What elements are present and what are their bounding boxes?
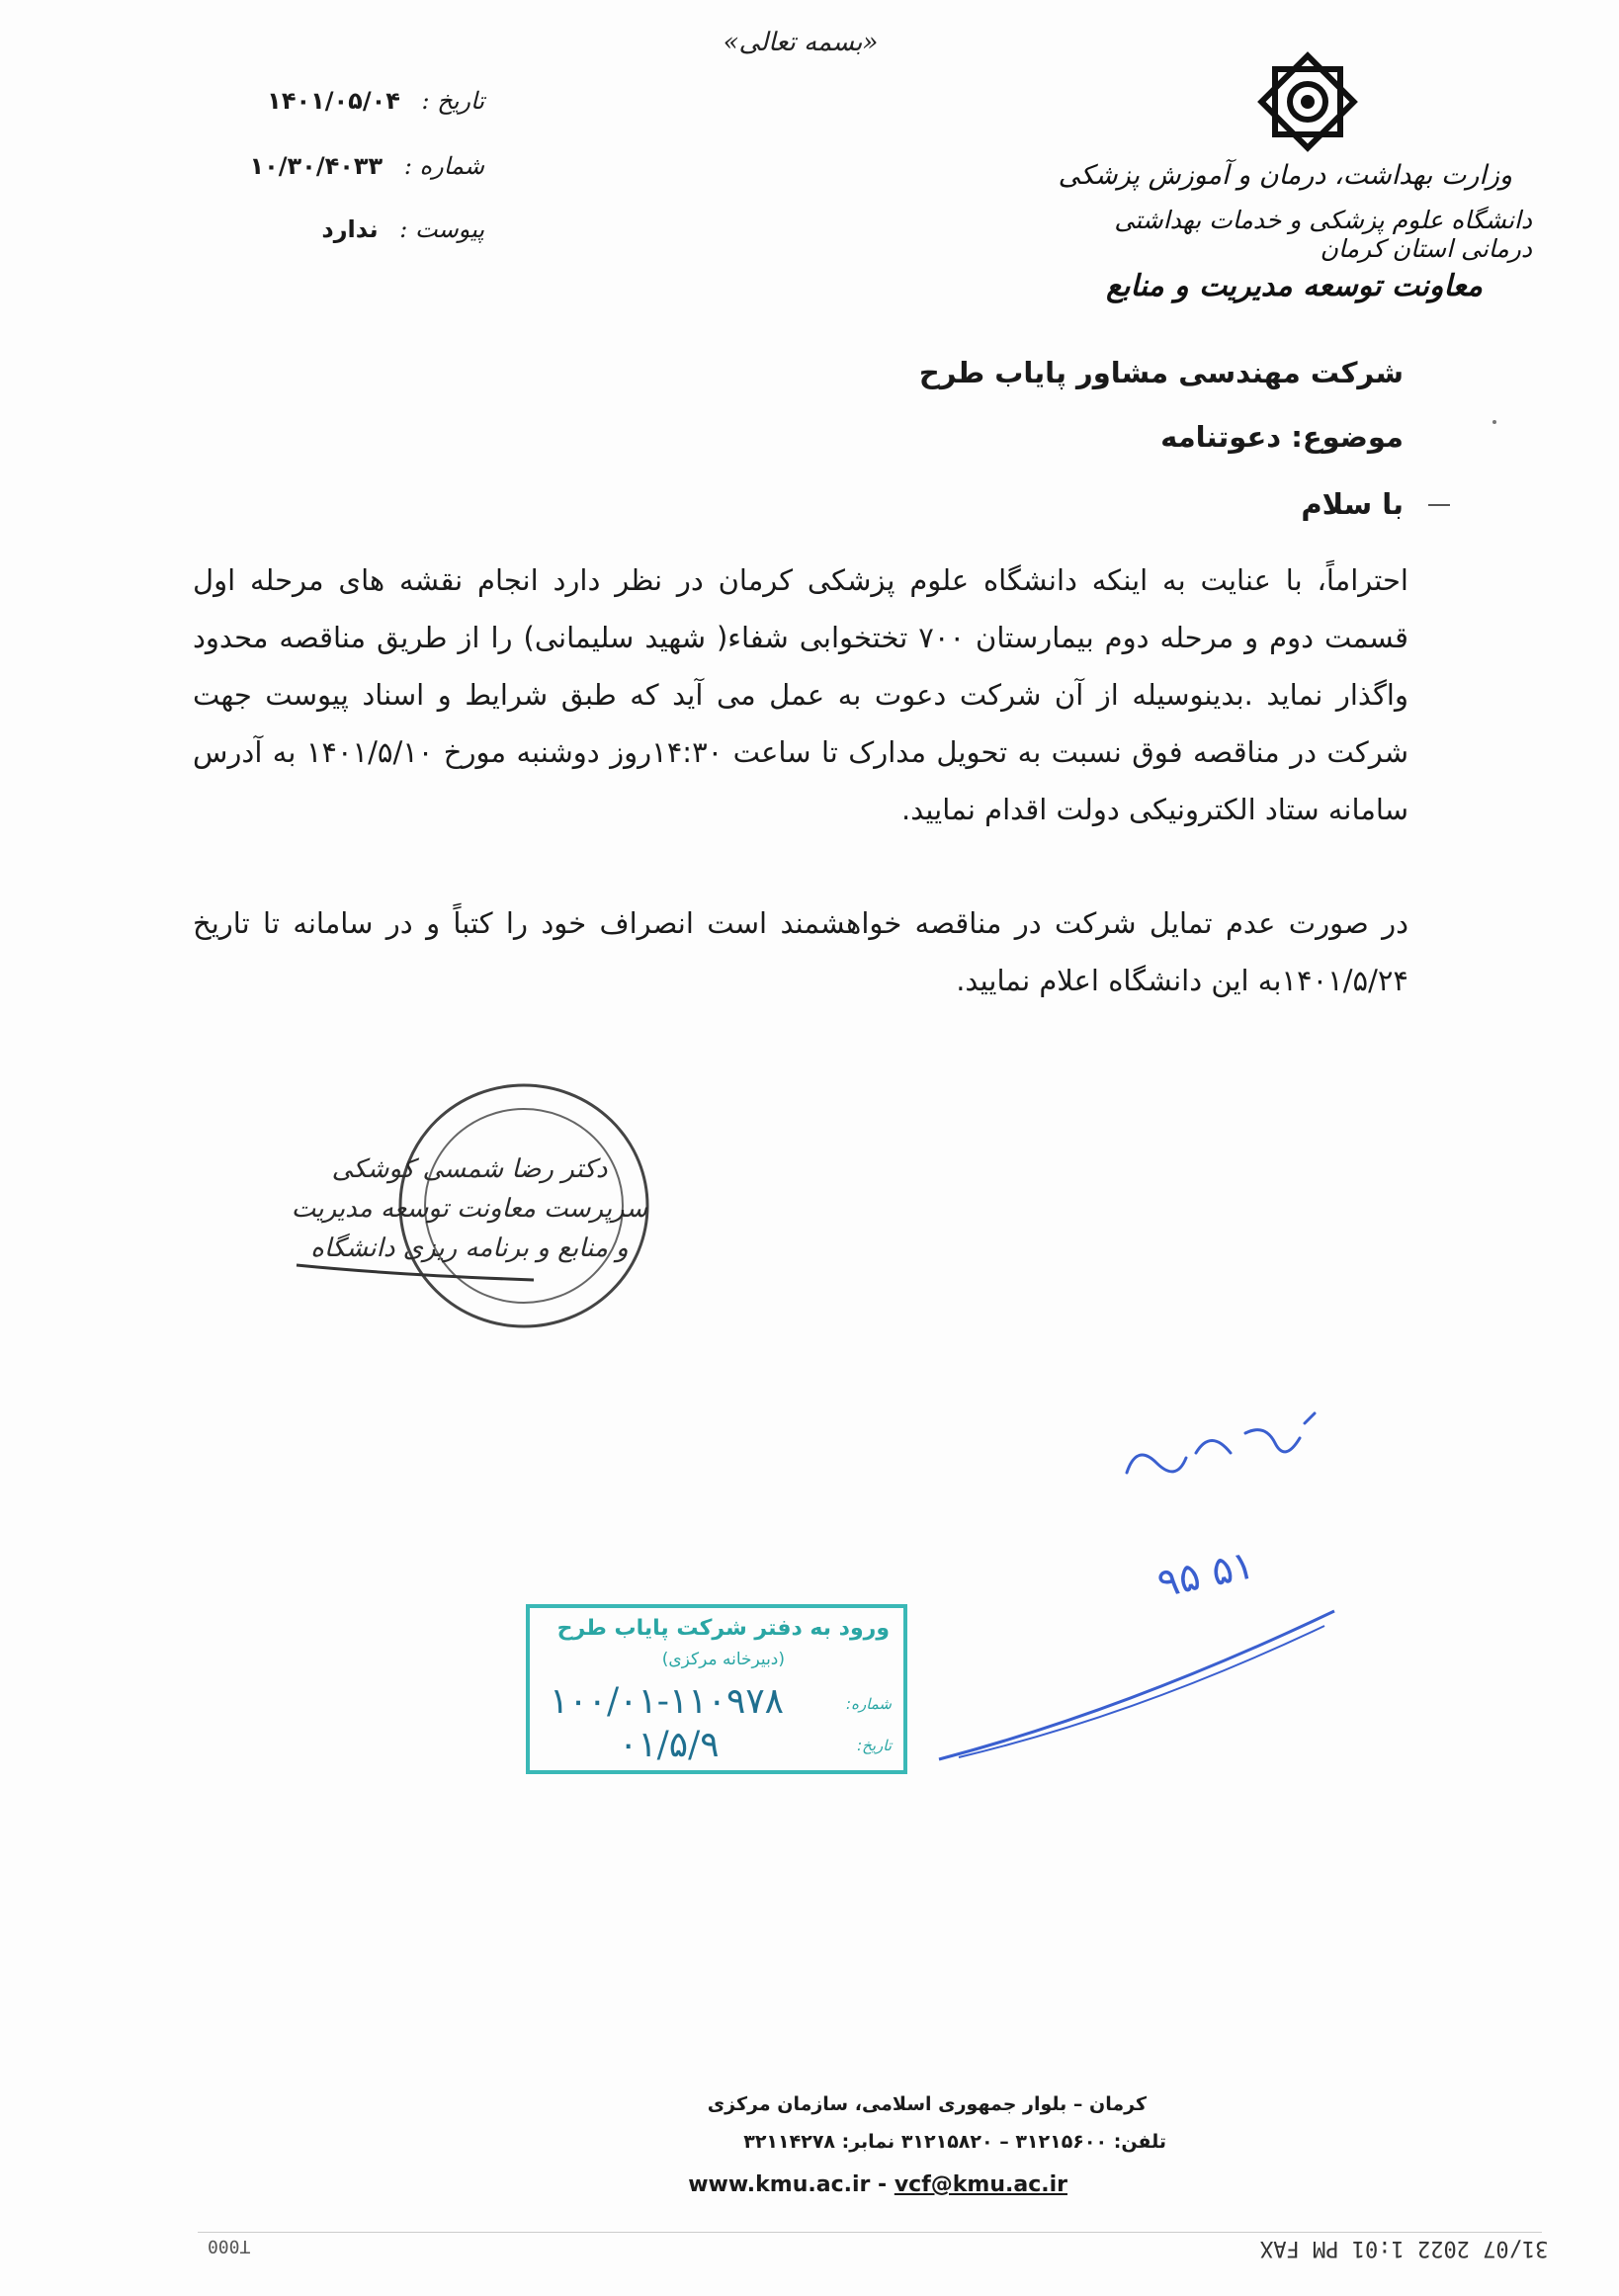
number-label: شماره :	[403, 152, 484, 180]
fax-header: 31/07 2022 1:01 PM FAX	[1260, 2236, 1549, 2260]
number-value: ۱۰/۳۰/۴۰۳۳	[249, 152, 383, 180]
footer-phone: تلفن: ۳۱۲۱۵۶۰۰ – ۳۱۲۱۵۸۲۰ نمابر: ۳۲۱۱۴۲۷۸	[743, 2131, 1166, 2153]
university-name: دانشگاه علوم پزشکی و خدمات بهداشتی درمانی استان کرمان	[1114, 206, 1532, 263]
stamp-title: ورود به دفتر شرکت پایاب طرح	[556, 1616, 890, 1641]
fax-divider	[198, 2232, 1542, 2233]
signature-line-3: و منابع و برنامه ریزی دانشگاه	[310, 1233, 629, 1263]
fax-page-marker: T000	[208, 2236, 251, 2256]
footer-email-link[interactable]: vcf@kmu.ac.ir	[894, 2172, 1067, 2197]
date-value: ۱۴۰۱/۰۵/۰۴	[267, 87, 400, 115]
ministry-logo-icon	[1253, 47, 1362, 156]
subject: موضوع: دعوتنامه	[1160, 420, 1404, 454]
footer-web	[593, 2172, 1067, 2197]
receipt-stamp	[526, 1604, 907, 1774]
date-label: تاریخ :	[421, 87, 484, 115]
stamp-subtitle: (دبیرخانه مرکزی)	[661, 1650, 785, 1669]
stamp-number-label: شماره:	[846, 1695, 892, 1713]
signature-line-1: دکتر رضا شمسی کوشکی	[331, 1154, 608, 1184]
footer-separator: -	[870, 2172, 895, 2197]
handwritten-numbers: ۹۵ ۵۱	[1152, 1542, 1259, 1607]
attachment-row	[198, 215, 484, 243]
scan-dot	[1492, 420, 1496, 424]
invocation-text: «بسمه تعالی»	[723, 28, 879, 57]
stamp-date-value: ۰۱/۵/۹	[619, 1725, 720, 1765]
number-row	[198, 152, 484, 180]
handwritten-note-icon	[1107, 1394, 1344, 1512]
handwritten-stroke-icon	[929, 1591, 1344, 1769]
attachment-label: پیوست :	[399, 215, 484, 243]
deputy-name: معاونت توسعه مدیریت و منابع	[1106, 269, 1483, 303]
greeting: با سلام	[1301, 487, 1404, 521]
body-paragraph-1: احتراماً، با عنایت به اینکه دانشگاه علوم پزشکی کرمان در نظر دارد انجام نقشه های مرحله اول قسمت دوم و مرحله دوم بیمارستان ۷۰۰ تختخوابی شفاء( شهید سلیمانی) را از طریق مناقصه محدود واگذار نماید .بدینوسیله از آن شرکت دعوت به عمل می آید که طبق شرایط و اسناد پیوست جهت شرکت در مناقصه فوق نسبت به تحویل مدارک تا ساعت ۱۴:۳۰روز دوشنبه مورخ ۱۴۰۱/۵/۱۰ به آدرس سامانه ستاد الکترونیکی دولت اقدام نمایید.	[193, 563, 1408, 826]
scan-dash	[1428, 504, 1450, 506]
stamp-date-label: تاریخ:	[857, 1737, 892, 1754]
signature-line-2: سرپرست معاونت توسعه مدیریت	[291, 1194, 648, 1224]
recipient: شرکت مهندسی مشاور پایاب طرح	[918, 356, 1404, 389]
footer-website-link[interactable]: www.kmu.ac.ir	[688, 2172, 871, 2197]
body-paragraph-2: در صورت عدم تمایل شرکت در مناقصه خواهشمند است انصراف خود را کتباً و در سامانه تا تاریخ ۱۴۰۱/۵/۲۴به این دانشگاه اعلام نمایید.	[193, 906, 1408, 997]
ministry-name: وزارت بهداشت، درمان و آموزش پزشکی	[1058, 160, 1512, 191]
date-row	[198, 87, 484, 115]
attachment-value: ندارد	[321, 215, 379, 243]
stamp-number-value: ۱۰۰/۰۱-۱۱۰۹۷۸	[550, 1681, 784, 1722]
footer-address: کرمان – بلوار جمهوری اسلامی، سازمان مرکزی	[707, 2093, 1147, 2115]
